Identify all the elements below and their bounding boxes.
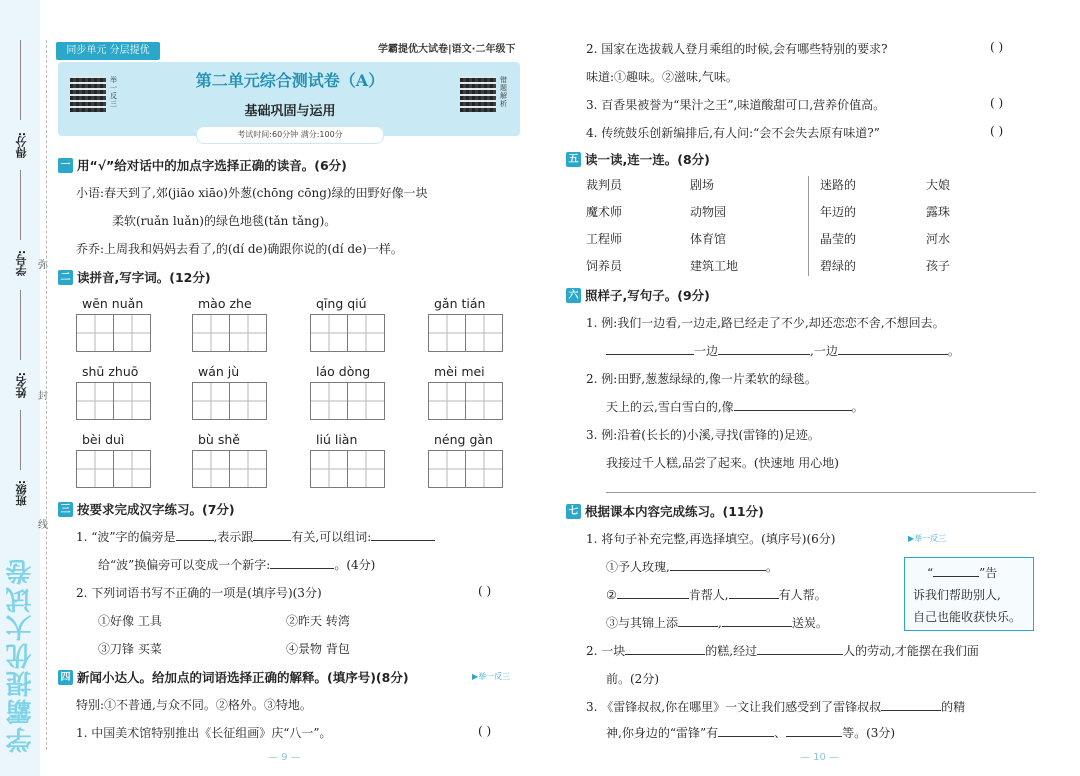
s3-opt-1: ①好像 工具 <box>98 614 162 628</box>
match-item-col3[interactable]: 碧绿的 <box>820 259 857 273</box>
writing-cell[interactable] <box>76 314 114 352</box>
s6-q2-fill-text: 天上的云,雪白雪白的,像 <box>606 400 734 414</box>
pinyin-label: gǎn tián <box>434 296 486 311</box>
writing-cell[interactable] <box>465 450 503 488</box>
s3-q1-line2 <box>98 556 375 573</box>
s7-q3 <box>586 698 965 715</box>
writing-cell[interactable] <box>310 450 348 488</box>
writing-cell[interactable] <box>310 314 348 352</box>
qr-left-text: 举一反三 <box>110 76 117 108</box>
s7-b-end: 有人帮。 <box>778 588 827 602</box>
s7-tag[interactable]: ▶举一反三 <box>908 534 947 543</box>
tip-close-quote: ”告 <box>979 566 998 580</box>
tip-line-3: 自己也能收获快乐。 <box>913 610 1022 624</box>
s6-q3-answer-line[interactable] <box>606 492 1036 493</box>
match-item-col4[interactable]: 露珠 <box>926 205 951 219</box>
exam-title: 第二单元综合测试卷（A） <box>195 71 385 90</box>
writing-cell[interactable] <box>113 382 151 420</box>
s7-q3-e: 等。(3分) <box>842 726 896 740</box>
writing-grid[interactable] <box>428 450 502 488</box>
writing-cell[interactable] <box>347 314 385 352</box>
section-3-text: 按要求完成汉字练习。(7分) <box>77 502 235 517</box>
pinyin-label: shū zhuō <box>82 364 139 379</box>
writing-grid[interactable] <box>76 450 150 488</box>
writing-grid[interactable] <box>192 450 266 488</box>
s3-q2-answer[interactable]: ( ) <box>478 584 492 598</box>
class-line <box>20 410 21 470</box>
s7-c-text: ③与其锦上添 <box>606 616 679 630</box>
s1-line-2: 柔软(ruǎn luǎn)的绿色地毯(tǎn tǎng)。 <box>112 214 337 228</box>
section-6-title <box>566 286 710 304</box>
s6-q3: 3. 例:沿着(长长的)小溪,寻找(雷锋的)足迹。 <box>586 428 820 442</box>
s7-q2-blank-1[interactable] <box>625 654 705 655</box>
section-2-number: 二 <box>58 270 73 285</box>
s3-q1-e: 。(4分) <box>334 558 376 572</box>
writing-cell[interactable] <box>310 382 348 420</box>
tip-open-quote: “ <box>927 566 934 580</box>
s7-a-blank[interactable] <box>670 570 766 571</box>
s6-q1-fill-b: ,一边 <box>810 344 838 358</box>
s7-q2-b: 的糕,经过 <box>705 644 758 658</box>
section-7-title <box>566 502 764 520</box>
section-5-text: 读一读,连一连。(8分) <box>585 152 710 167</box>
s7-q2-d: 前。(2分) <box>606 672 659 686</box>
seal-mark-2: 封 <box>38 391 48 402</box>
match-item-col1[interactable]: 裁判员 <box>586 178 623 192</box>
writing-grid[interactable] <box>192 382 266 420</box>
match-item-col2[interactable]: 剧场 <box>690 178 715 192</box>
match-item-col1[interactable]: 饲养员 <box>586 259 623 273</box>
writing-grid[interactable] <box>310 382 384 420</box>
pinyin-label: liú liàn <box>316 432 358 447</box>
s7-b-text: ② <box>606 588 617 602</box>
section-6-number: 六 <box>566 288 581 303</box>
section-3-title <box>58 500 235 518</box>
s7-q1: 1. 将句子补充完整,再选择填空。(填序号)(6分) <box>586 532 836 546</box>
s7-c-blank-2[interactable] <box>722 626 792 627</box>
writing-cell[interactable] <box>192 314 230 352</box>
s3-q2: 2. 下列词语书写不正确的一项是(填序号)(3分) <box>76 586 322 600</box>
section-5-title <box>566 150 710 168</box>
s4-q1-answer[interactable]: ( ) <box>478 724 492 738</box>
score-label: 得分: <box>15 132 28 159</box>
s7-b <box>606 586 827 603</box>
taste-meaning: 味道:①趣味。②滋味,气味。 <box>586 70 738 84</box>
s3-q1-d: 给“波”换偏旁可以变成一个新字: <box>98 558 271 572</box>
s3-q1-c: 有关,可以组词: <box>291 530 372 544</box>
writing-cell[interactable] <box>465 382 503 420</box>
brand-vertical: 学霸提优大试卷 <box>6 557 36 753</box>
qr-right-text: 错题解析 <box>500 76 507 108</box>
writing-grid[interactable] <box>310 314 384 352</box>
writing-cell[interactable] <box>347 450 385 488</box>
s7-q3-blank-2[interactable] <box>718 736 774 737</box>
section-2-title <box>58 268 211 286</box>
match-item-col1[interactable]: 魔术师 <box>586 205 623 219</box>
s3-q1-blank-radical[interactable] <box>176 540 214 541</box>
exam-meta: 考试时间:60分钟 满分:100分 <box>196 126 384 144</box>
section-4-number: 四 <box>58 670 73 685</box>
s7-q2 <box>586 642 979 659</box>
class-label: 班级: <box>15 480 28 507</box>
writing-cell[interactable] <box>113 450 151 488</box>
s4-meaning: 特别:①不普通,与众不同。②格外。③特地。 <box>76 698 312 712</box>
section-4-title <box>58 668 409 686</box>
writing-cell[interactable] <box>229 314 267 352</box>
s7-c <box>606 614 828 631</box>
writing-cell[interactable] <box>428 450 466 488</box>
s7-q3-blank-1[interactable] <box>881 710 941 711</box>
s3-q1-blank-meaning[interactable] <box>253 540 291 541</box>
tip-line-1 <box>927 564 997 581</box>
match-item-col1[interactable]: 工程师 <box>586 232 623 246</box>
s6-q2: 2. 例:田野,葱葱绿绿的,像一片柔软的绿毯。 <box>586 372 817 386</box>
match-item-col2[interactable]: 体育馆 <box>690 232 727 246</box>
s7-q3-a: 3. 《雷锋叔叔,你在哪里》一文让我们感受到了雷锋叔叔 <box>586 700 882 714</box>
s7-b-mid: 肯帮人, <box>688 588 729 602</box>
s6-q1-blank-3[interactable] <box>838 354 948 355</box>
exam-subtitle: 基础巩固与运用 <box>244 104 336 119</box>
s6-q1: 1. 例:我们一边看,一边走,路已经走了不少,却还恋恋不舍,不想回去。 <box>586 316 945 330</box>
section-1-text: 用“√”给对话中的加点字选择正确的读音。(6分) <box>77 158 347 173</box>
s6-q2-end: 。 <box>851 400 864 414</box>
s4-q2: 2. 国家在选拔载人登月乘组的时候,会有哪些特别的要求? <box>586 42 888 56</box>
writing-grid[interactable] <box>76 382 150 420</box>
s1-line-3: 乔乔:上周我和妈妈去看了,的(dí de)确跟你说的(dí de)一样。 <box>76 242 403 256</box>
writing-cell[interactable] <box>76 450 114 488</box>
s7-c-mid: , <box>718 616 722 630</box>
s7-b-blank-1[interactable] <box>617 598 689 599</box>
s7-b-blank-2[interactable] <box>729 598 779 599</box>
s7-q3-line2 <box>606 724 895 741</box>
s6-q3-fill: 我接过千人糕,品尝了起来。(快速地 用心地) <box>606 456 839 470</box>
s6-q1-blank-1[interactable] <box>606 354 694 355</box>
s6-q1-blank-2[interactable] <box>718 354 810 355</box>
s3-q1-blank-newchar[interactable] <box>270 568 334 569</box>
s3-opt-4: ④景物 背包 <box>286 642 350 656</box>
tip-line-2: 诉我们帮助别人, <box>913 588 1001 602</box>
seal-dashed-line <box>46 40 47 750</box>
writing-grid[interactable] <box>428 382 502 420</box>
s3-q1-b: ,表示跟 <box>213 530 254 544</box>
tip-blank[interactable] <box>933 576 979 577</box>
s7-a-end: 。 <box>765 560 778 574</box>
match-item-col4[interactable]: 河水 <box>926 232 951 246</box>
s1-line-1: 小语:春天到了,郊(jiāo xiāo)外葱(chōng cōng)绿的田野好像一块 <box>76 186 428 200</box>
pinyin-label: wēn nuǎn <box>82 296 144 311</box>
s4-q4: 4. 传统鼓乐创新编排后,有人问:“会不会失去原有味道?” <box>586 126 880 140</box>
seal-mark-3: 线 <box>38 520 48 531</box>
pinyin-label: mào zhe <box>198 296 252 311</box>
section-1-number: 一 <box>58 158 73 173</box>
writing-grid[interactable] <box>428 314 502 352</box>
score-line <box>20 40 21 120</box>
s6-q1-fill <box>606 342 960 359</box>
writing-cell[interactable] <box>192 450 230 488</box>
match-item-col4[interactable]: 大娘 <box>926 178 951 192</box>
name-label: 姓名: <box>15 372 28 399</box>
id-label: 学号: <box>15 250 28 277</box>
match-item-col2[interactable]: 建筑工地 <box>690 259 739 273</box>
page-number-left: — 9 — <box>268 752 301 763</box>
sync-tag: 同步单元 分层提优 <box>56 42 160 60</box>
match-item-col3[interactable]: 晶莹的 <box>820 232 857 246</box>
seal-mark-1: 弥 <box>38 260 48 271</box>
qr-code-right-icon[interactable] <box>460 76 496 112</box>
section-2-text: 读拼音,写字词。(12分) <box>77 270 211 285</box>
match-item-col3[interactable]: 年迈的 <box>820 205 857 219</box>
s3-opt-2: ②昨天 转湾 <box>286 614 350 628</box>
writing-grid[interactable] <box>192 314 266 352</box>
writing-cell[interactable] <box>229 450 267 488</box>
id-line <box>20 170 21 240</box>
section-1-title <box>58 156 347 174</box>
section-5-number: 五 <box>566 152 581 167</box>
s6-q2-blank[interactable] <box>734 410 852 411</box>
s7-c-blank-1[interactable] <box>678 626 718 627</box>
writing-cell[interactable] <box>347 382 385 420</box>
s7-q2-blank-2[interactable] <box>757 654 843 655</box>
s3-q1-blank-word[interactable] <box>371 540 435 541</box>
writing-cell[interactable] <box>76 382 114 420</box>
s7-c-end: 送炭。 <box>791 616 828 630</box>
pinyin-label: néng gàn <box>434 432 493 447</box>
s7-q3-blank-3[interactable] <box>786 736 842 737</box>
s4-q3-answer[interactable]: ( ) <box>990 96 1004 110</box>
s7-a <box>606 558 778 575</box>
match-divider <box>808 176 809 276</box>
page-number-right: — 10 — <box>800 752 840 763</box>
pinyin-label: láo dòng <box>316 364 371 379</box>
s7-q3-c: 神,你身边的“雷锋”有 <box>606 726 719 740</box>
pinyin-label: wán jù <box>198 364 240 379</box>
s7-a-text: ①予人玫瑰, <box>606 560 670 574</box>
writing-grid[interactable] <box>76 314 150 352</box>
match-item-col3[interactable]: 迷路的 <box>820 178 857 192</box>
tip-box <box>904 557 1034 631</box>
section-7-number: 七 <box>566 504 581 519</box>
writing-cell[interactable] <box>192 382 230 420</box>
s6-q1-fill-c: 。 <box>947 344 960 358</box>
name-line <box>20 290 21 360</box>
section-6-text: 照样子,写句子。(9分) <box>585 288 710 303</box>
s4-tag[interactable]: ▶举一反三 <box>472 672 511 681</box>
s6-q1-fill-a: 一边 <box>694 344 719 358</box>
section-3-number: 三 <box>58 502 73 517</box>
s4-q3: 3. 百香果被誉为“果汁之王”,味道酸甜可口,营养价值高。 <box>586 98 886 112</box>
s7-q3-d: 、 <box>774 726 787 740</box>
writing-cell[interactable] <box>428 314 466 352</box>
s4-q2-answer[interactable]: ( ) <box>990 40 1004 54</box>
pinyin-label: bù shě <box>198 432 240 447</box>
qr-code-left-icon[interactable] <box>70 76 106 112</box>
pinyin-label: bèi duì <box>82 432 125 447</box>
writing-grid[interactable] <box>310 450 384 488</box>
s7-q3-b: 的精 <box>941 700 966 714</box>
s7-q2-a: 2. 一块 <box>586 644 626 658</box>
s3-q1 <box>76 528 435 545</box>
pinyin-label: qīng qiú <box>316 296 367 311</box>
s6-q2-fill <box>606 398 864 415</box>
s7-q2-c: 人的劳动,才能摆在我们面 <box>843 644 979 658</box>
match-item-col4[interactable]: 孩子 <box>926 259 951 273</box>
s3-opt-3: ③刀锋 买菜 <box>98 642 162 656</box>
writing-cell[interactable] <box>465 314 503 352</box>
writing-cell[interactable] <box>229 382 267 420</box>
writing-cell[interactable] <box>428 382 466 420</box>
section-4-text: 新闻小达人。给加点的词语选择正确的解释。(填序号)(8分) <box>77 670 409 685</box>
s4-q1: 1. 中国美术馆特别推出《长征组画》庆“八一”。 <box>76 726 332 740</box>
match-item-col2[interactable]: 动物园 <box>690 205 727 219</box>
pinyin-label: mèi mei <box>434 364 485 379</box>
s3-q1-a: 1. “波”字的偏旁是 <box>76 530 176 544</box>
s4-q4-answer[interactable]: ( ) <box>990 124 1004 138</box>
writing-cell[interactable] <box>113 314 151 352</box>
book-label: 学霸提优大试卷|语文·二年级下 <box>378 44 516 55</box>
section-7-text: 根据课本内容完成练习。(11分) <box>585 504 764 519</box>
